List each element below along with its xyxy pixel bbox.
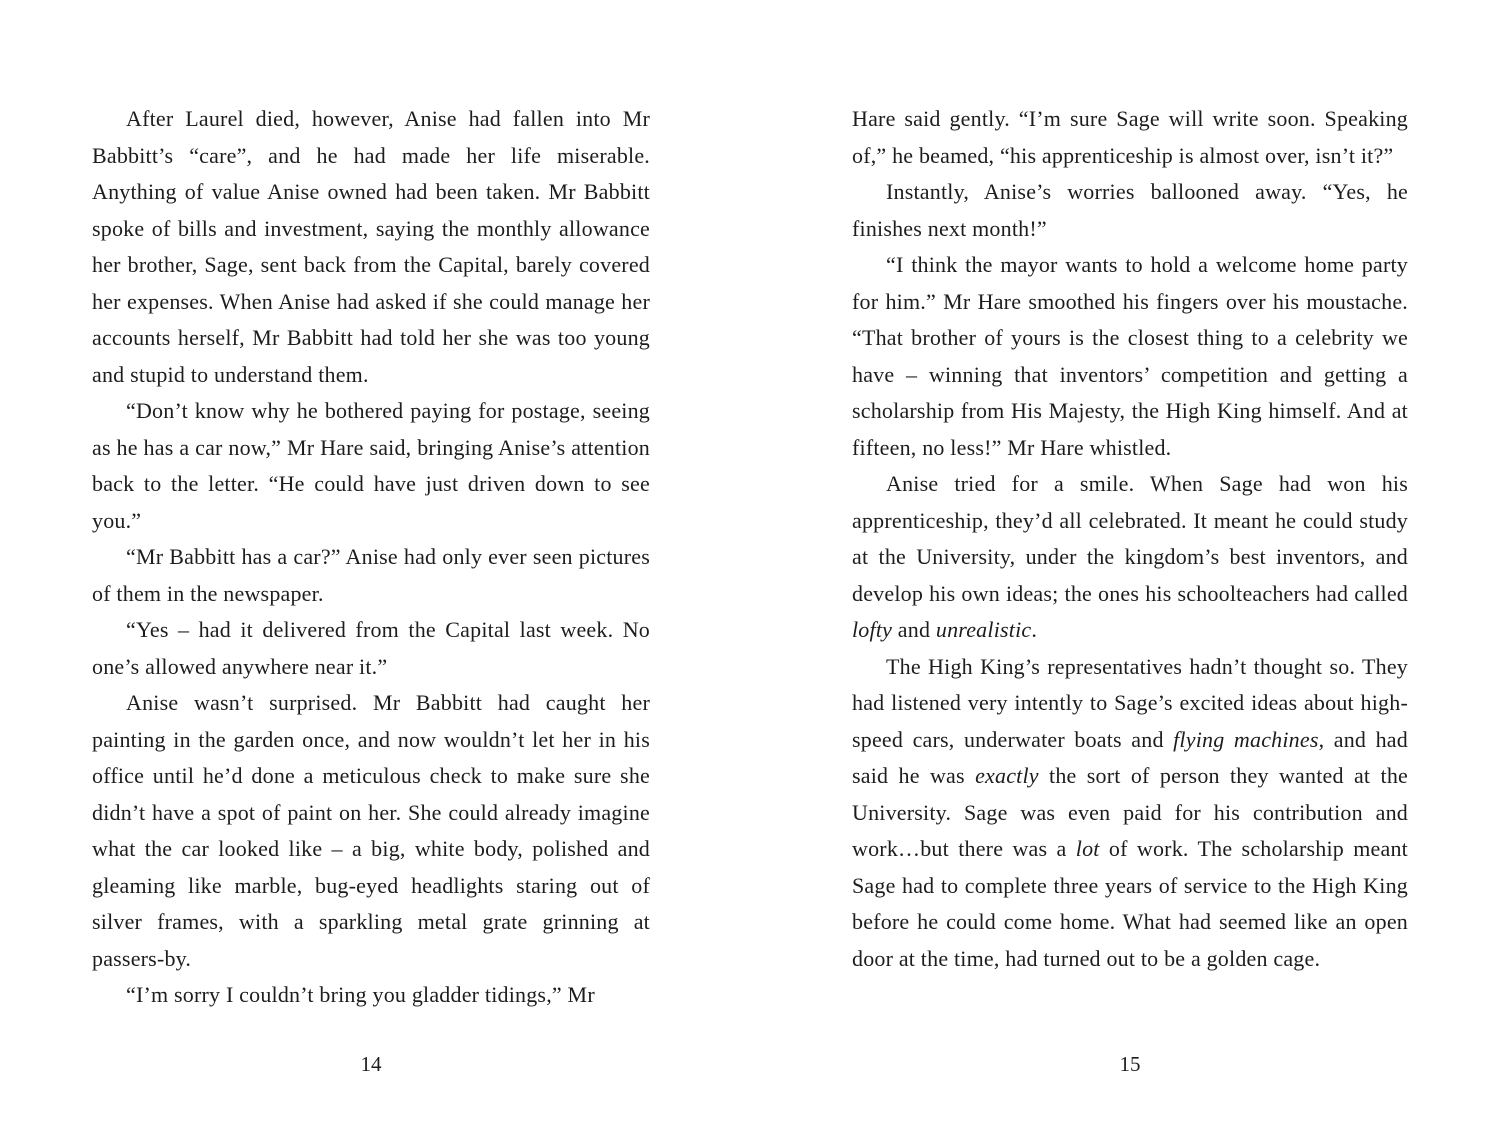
text-run: Instantly, Anise’s worries ballooned away. “Yes, he finishes next month!” [852, 179, 1408, 241]
italic-text-run: lofty [852, 617, 893, 642]
page-left-text [92, 101, 650, 1014]
page-right-text [852, 101, 1408, 977]
text-run: The High King’s representatives hadn’t thought so. They had listened very intently to Sage’s excited ideas about high-speed cars, underwater boats and [852, 653, 1408, 752]
page-right [750, 0, 1500, 1143]
paragraph [92, 977, 650, 1014]
text-run: “Yes – had it delivered from the Capital last week. No one’s allowed anywhere near it.” [92, 617, 650, 679]
italic-text-run: lot [1075, 836, 1100, 861]
text-run: and [892, 617, 936, 642]
paragraph [852, 174, 1408, 247]
paragraph [92, 539, 650, 612]
text-run: “Don’t know why he bothered paying for postage, seeing as he has a car now,” Mr Hare said, bringing Anise’s attention back to the letter. “He could have just driven down to see you.” [92, 398, 650, 533]
text-run: “I’m sorry I couldn’t bring you gladder tidings,” Mr [126, 982, 595, 1007]
italic-text-run: unrealistic [935, 617, 1032, 642]
text-run: After Laurel died, however, Anise had fallen into Mr Babbitt’s “care”, and he had made her life miserable. Anything of value Anise owned had been taken. Mr Babbitt spoke of bills and investment, saying the monthly allowance her brother, Sage, sent back from the Capital, barely covered her expenses. When Anise had asked if she could manage her accounts herself, Mr Babbitt had told her she was too young and stupid to understand them. [92, 106, 650, 387]
italic-text-run: exactly [975, 763, 1039, 788]
paragraph [92, 393, 650, 539]
text-run: , and had said he was [852, 726, 1408, 788]
page-right-number: 15 [1119, 1052, 1141, 1076]
text-run: Anise tried for a smile. When Sage had won his apprenticeship, they’d all celebrated. It meant he could study at the University, under the kingdom’s best inventors, and develop his own ideas; the ones his schoolteachers had called [852, 471, 1408, 606]
text-run: . [1031, 617, 1038, 642]
text-run: the sort of person they wanted at the University. Sage was even paid for his contribution and work…but there was a [852, 763, 1408, 861]
text-run: Anise wasn’t surprised. Mr Babbitt had caught her painting in the garden once, and now wouldn’t let her in his office until he’d done a meticulous check to make sure she didn’t have a spot of paint on her. She could already imagine what the car looked like – a big, white body, polished and gleaming like marble, bug-eyed headlights staring out of silver frames, with a sparkling metal grate grinning at passers-by. [92, 690, 650, 971]
text-run: “I think the mayor wants to hold a welcome home party for him.” Mr Hare smoothed his fingers over his moustache. “That brother of yours is the closest thing to a celebrity we have – winning that inventors’ competition and getting a scholarship from His Majesty, the High King himself. And at fifteen, no less!” Mr Hare whistled. [852, 252, 1408, 460]
paragraph [852, 649, 1408, 978]
text-run: “Mr Babbitt has a car?” Anise had only ever seen pictures of them in the newspaper. [92, 544, 650, 606]
paragraph [852, 247, 1408, 466]
italic-text-run: flying machines [1173, 726, 1319, 752]
text-run: of work. The scholarship meant Sage had to complete three years of service to the High King before he could come home. What had seemed like an open door at the time, had turned out to be a golden cage. [852, 836, 1408, 971]
paragraph [852, 466, 1408, 649]
paragraph [92, 101, 650, 393]
text-run: Hare said gently. “I’m sure Sage will write soon. Speaking of,” he beamed, “his apprenticeship is almost over, isn’t it?” [852, 106, 1408, 168]
page-left-number: 14 [360, 1052, 382, 1076]
paragraph [92, 685, 650, 977]
paragraph [852, 101, 1408, 174]
paragraph [92, 612, 650, 685]
